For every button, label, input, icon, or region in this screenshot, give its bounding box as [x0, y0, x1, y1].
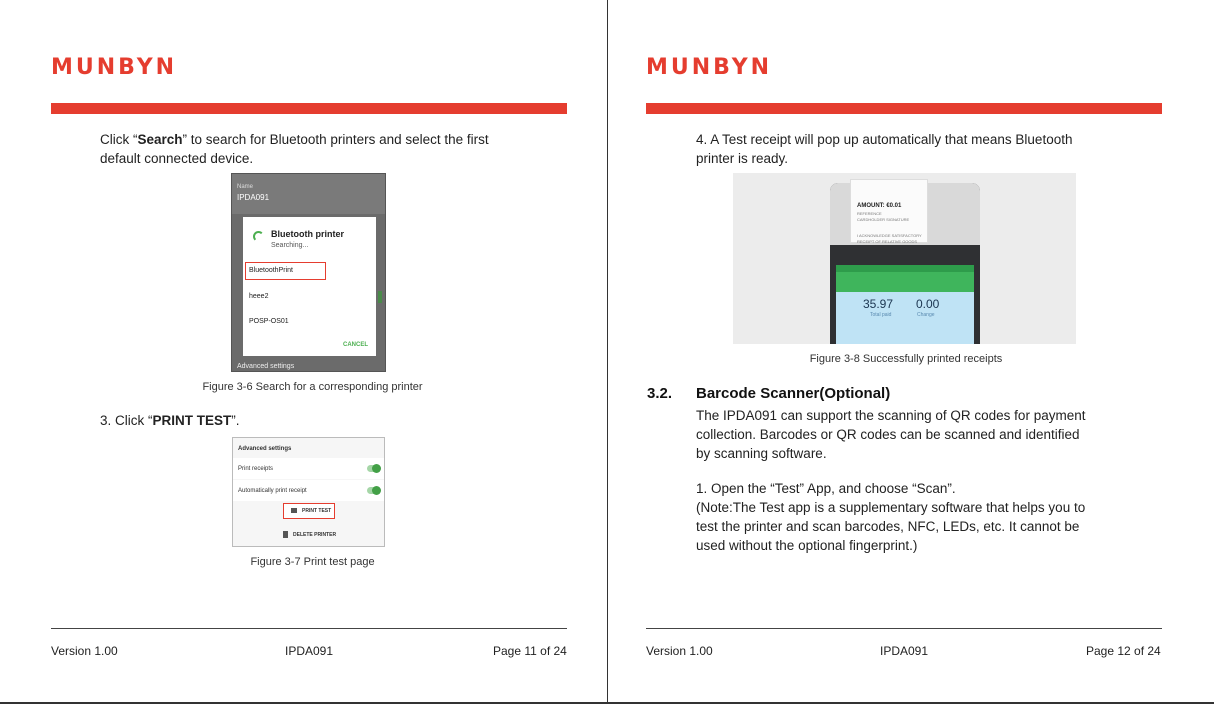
dialog-status: Searching...: [271, 242, 309, 249]
settings-row: [233, 458, 385, 479]
device-item[interactable]: POSP-OS01: [249, 318, 289, 325]
footer-version: Version 1.00: [646, 644, 713, 658]
print-test-keyword: PRINT TEST: [152, 413, 232, 428]
figure-caption: Figure 3-6 Search for a corresponding printer: [202, 381, 423, 393]
footer-rule: [646, 628, 1162, 629]
dialog-title: Bluetooth printer: [271, 229, 344, 239]
change-label: Change: [917, 312, 935, 318]
receipt-line: RECEIPT OF RELATIVE GOODS: [857, 239, 918, 244]
settings-title: Advanced settings: [238, 446, 292, 452]
setting-label: Automatically print receipt: [238, 488, 307, 494]
brand-logo: MUNBYN: [51, 55, 178, 80]
receipt-line: CARDHOLDER SIGNATURE: [857, 217, 910, 222]
toggle-stub: [378, 291, 382, 303]
receipt-amount: AMOUNT: €0.01: [857, 203, 902, 209]
toggle-switch[interactable]: [367, 465, 380, 472]
cancel-button[interactable]: CANCEL: [343, 342, 368, 348]
body-line: The IPDA091 can support the scanning of QR codes for payment: [696, 408, 1086, 423]
setting-label: Print receipts: [238, 466, 274, 472]
body-line: by scanning software.: [696, 446, 827, 461]
footer-page: Page 12 of 24: [1086, 644, 1161, 658]
print-test-label: PRINT TEST: [302, 508, 332, 514]
receipt-line: REFERENCE: [857, 211, 882, 216]
bluetooth-search-screenshot: [231, 173, 386, 372]
name-label: Name: [237, 184, 254, 190]
search-keyword: Search: [137, 132, 183, 147]
step-text: 4. A Test receipt will pop up automatically that means Bluetooth: [696, 132, 1073, 147]
step-3: [100, 411, 240, 430]
device-item[interactable]: heee2: [249, 293, 269, 300]
instruction-text: ” to search for Bluetooth printers and select the first: [182, 132, 489, 147]
footer-model: IPDA091: [880, 644, 929, 658]
section-number: 3.2.: [647, 385, 673, 402]
brand-logo: MUNBYN: [646, 55, 773, 80]
step-text: ”.: [231, 413, 240, 428]
figure-caption: Figure 3-7 Print test page: [250, 556, 375, 568]
step-text: 3. Click “: [100, 413, 153, 428]
device-item[interactable]: BluetoothPrint: [249, 267, 293, 274]
figure-caption: Figure 3-8 Successfully printed receipts: [809, 353, 1003, 365]
total-paid-value: 35.97: [863, 297, 894, 311]
footer-model: IPDA091: [285, 644, 334, 658]
toggle-switch[interactable]: [367, 487, 380, 494]
print-test-screenshot: [232, 437, 385, 547]
name-value: IPDA091: [237, 193, 270, 202]
app-header: [836, 272, 974, 292]
right-page: [608, 0, 1214, 704]
header-bar: [51, 103, 567, 114]
advanced-settings-label: Advanced settings: [237, 363, 295, 370]
total-paid-label: Total paid: [870, 312, 892, 318]
step-text: 1. Open the “Test” App, and choose “Scan”.: [696, 481, 956, 496]
footer-version: Version 1.00: [51, 644, 118, 658]
footer-page: Page 11 of 24: [493, 644, 567, 658]
note-line: test the printer and scan barcodes, NFC, LEDs, etc. It cannot be: [696, 519, 1080, 534]
step-1-and-note: [696, 479, 1166, 555]
section-title: Barcode Scanner(Optional): [696, 385, 891, 402]
print-test-button[interactable]: [283, 503, 335, 519]
printed-receipt-photo: [733, 173, 1076, 344]
note-line: used without the optional fingerprint.): [696, 538, 918, 553]
printer-icon: [291, 508, 297, 513]
settings-row: [233, 480, 385, 501]
search-instruction: [100, 130, 570, 168]
step-4: [696, 130, 1166, 168]
footer-rule: [51, 628, 567, 629]
step-text: printer is ready.: [696, 151, 789, 166]
header-bar: [646, 103, 1162, 114]
loading-spinner-icon: [253, 231, 264, 242]
note-line: (Note:The Test app is a supplementary software that helps you to: [696, 500, 1086, 515]
instruction-text: Click “: [100, 132, 138, 147]
bluetooth-dialog: [243, 217, 376, 356]
body-line: collection. Barcodes or QR codes can be scanned and identified: [696, 427, 1080, 442]
delete-printer-button[interactable]: DELETE PRINTER: [293, 532, 337, 538]
trash-icon: [283, 531, 288, 538]
instruction-text: default connected device.: [100, 151, 254, 166]
receipt-line: I ACKNOWLEDGE SATISFACTORY: [857, 233, 922, 238]
receipt-paper: [850, 179, 928, 243]
change-value: 0.00: [916, 297, 940, 311]
section-body: [696, 406, 1166, 463]
status-bar: [836, 265, 974, 272]
